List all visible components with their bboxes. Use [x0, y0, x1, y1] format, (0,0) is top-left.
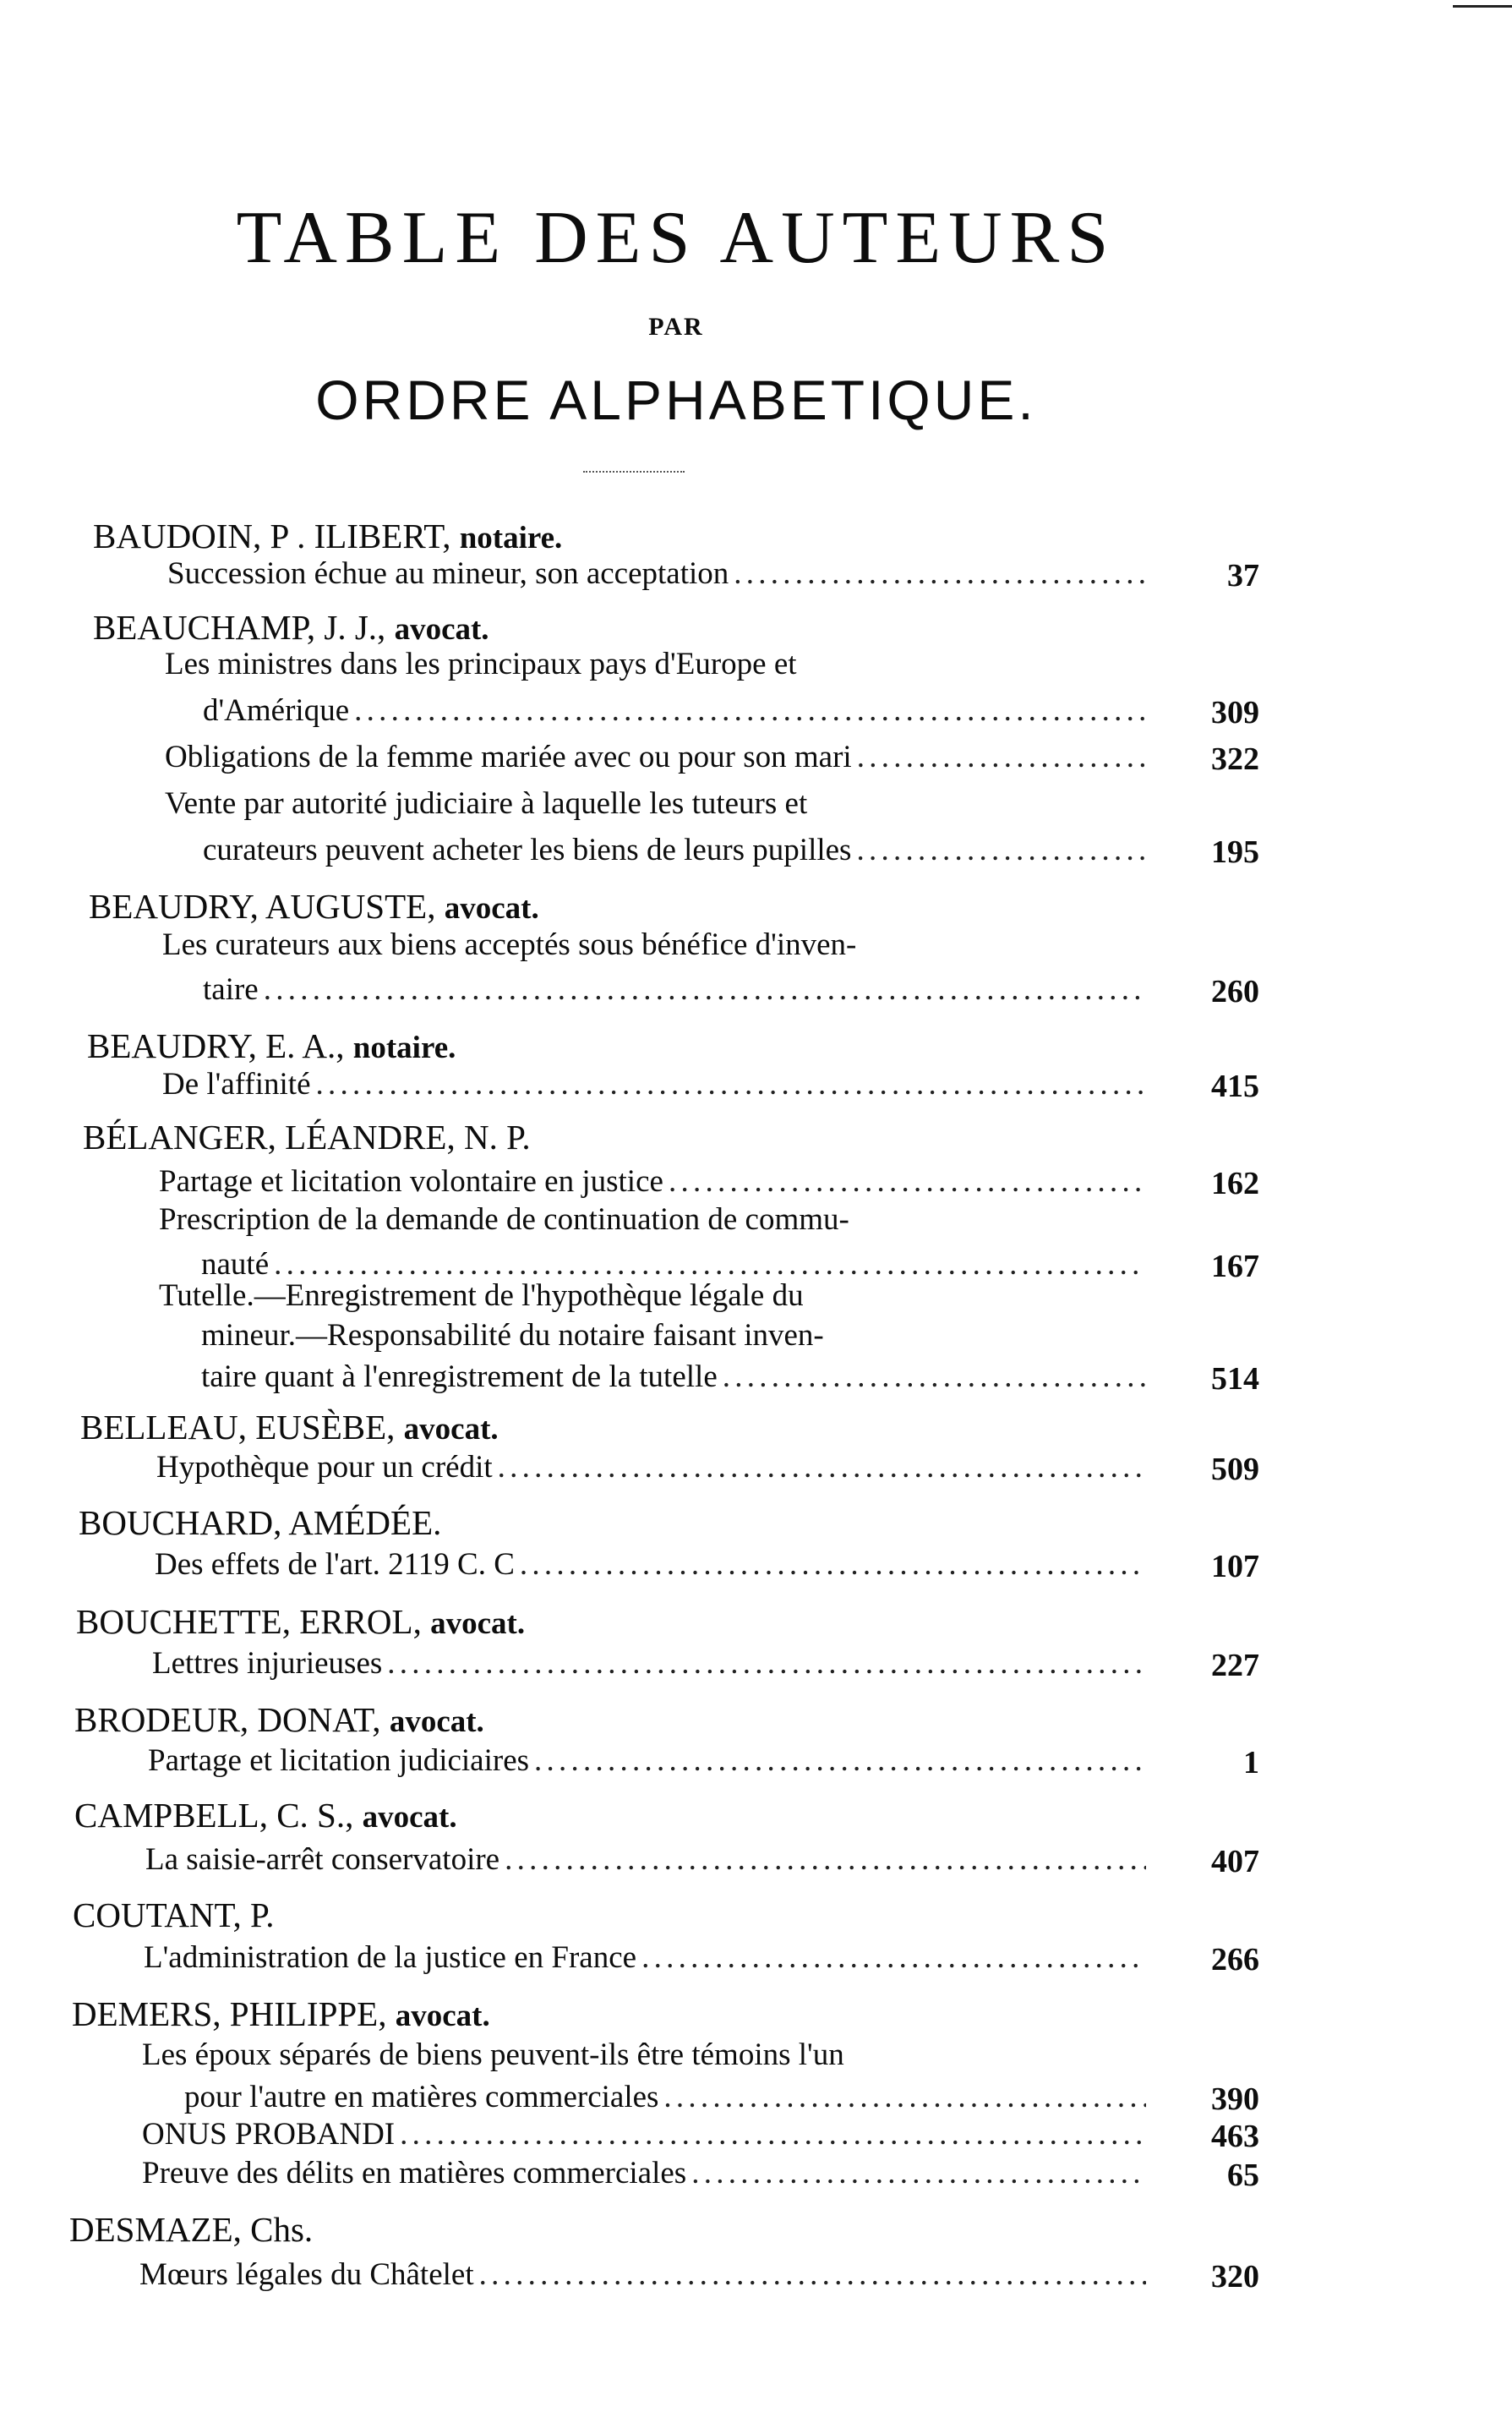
author-role: notaire. [459, 521, 563, 555]
entry-line: Vente par autorité judiciaire à laquelle les tuteurs et [165, 786, 808, 821]
dot-leader [534, 1745, 1146, 1776]
entry-line [145, 1844, 1151, 1875]
entry-title: pour l'autre en matières commerciales [184, 2080, 659, 2114]
dot-leader [857, 741, 1146, 773]
dot-leader [498, 1452, 1146, 1483]
title-divider [583, 471, 685, 473]
entry-title: Hypothèque pour un crédit [156, 1450, 493, 1485]
entry-line [139, 2259, 1151, 2290]
author-heading [73, 1895, 275, 1934]
entry-title: Partage et licitation judiciaires [148, 1743, 530, 1778]
author-heading [93, 519, 562, 554]
author-name: BOUCHETTE, ERROL, [76, 1602, 422, 1641]
author-role: avocat. [362, 1800, 457, 1835]
author-name: BRODEUR, DONAT, [74, 1700, 381, 1739]
dot-leader [264, 974, 1146, 1005]
dot-leader [663, 2081, 1146, 2113]
page-number: 320 [1211, 2259, 1259, 2294]
page-title: TABLE DES AUTEURS [236, 197, 1116, 279]
author-heading [79, 1503, 442, 1542]
author-heading [80, 1410, 499, 1445]
entry-line [201, 1361, 1151, 1392]
entry-line: Prescription de la demande de continuation de commu- [159, 1202, 849, 1237]
page-number: 322 [1211, 741, 1259, 777]
entry-title: ONUS PROBANDI [142, 2117, 396, 2152]
page-number: 227 [1211, 1648, 1259, 1683]
entry-line: Les époux séparés de biens peuvent-ils être témoins l'un [142, 2037, 844, 2072]
entry-title: L'administration de la justice en France [144, 1940, 637, 1975]
author-name: BEAUDRY, E. A., [87, 1026, 345, 1065]
entry-title: Partage et licitation volontaire en justice [159, 1164, 663, 1199]
author-heading [74, 1700, 484, 1739]
page-number: 167 [1211, 1249, 1259, 1284]
entry-line [159, 1166, 1151, 1197]
author-heading [72, 1994, 490, 2033]
dot-leader [274, 1249, 1146, 1280]
entry-line [201, 1249, 1151, 1280]
dot-leader [387, 1648, 1146, 1679]
dot-leader [641, 1942, 1146, 1973]
page-number: 162 [1211, 1166, 1259, 1201]
entry-line [142, 2158, 1151, 2189]
page-number: 514 [1211, 1361, 1259, 1397]
dot-leader [856, 834, 1146, 866]
entry-line [203, 974, 1151, 1005]
page-number: 107 [1211, 1549, 1259, 1584]
author-role: avocat. [403, 1412, 499, 1447]
author-name: BOUCHARD, AMÉDÉE. [79, 1503, 442, 1542]
author-heading [76, 1602, 526, 1641]
author-role: avocat. [430, 1606, 526, 1641]
author-name: DESMAZE, Chs. [69, 2210, 314, 2249]
dot-leader [479, 2259, 1146, 2290]
entry-title: Succession échue au mineur, son acceptation [167, 556, 729, 591]
entry-title: De l'affinité [162, 1067, 311, 1102]
page-number: 195 [1211, 834, 1259, 870]
entry-line [203, 834, 1151, 866]
entry-line [203, 695, 1151, 726]
entry-line: Tutelle.—Enregistrement de l'hypothèque légale du [159, 1278, 804, 1313]
page-number: 266 [1211, 1942, 1259, 1977]
entry-line [155, 1549, 1151, 1580]
entry-line [165, 741, 1151, 773]
author-name: BEAUDRY, AUGUSTE, [89, 887, 436, 926]
author-heading [83, 1120, 531, 1155]
entry-title: Preuve des délits en matières commerciales [142, 2156, 687, 2190]
author-heading [69, 2212, 313, 2247]
entry-line [142, 2119, 1151, 2150]
author-role: avocat. [389, 1704, 484, 1739]
dot-leader [354, 695, 1146, 726]
entry-line [152, 1648, 1151, 1679]
dot-leader [691, 2158, 1146, 2189]
dot-leader [520, 1549, 1146, 1580]
author-role: avocat. [394, 612, 489, 647]
page-number: 65 [1227, 2158, 1259, 2193]
entry-line [162, 1069, 1151, 1100]
entry-title: taire quant à l'enregistrement de la tutelle [201, 1359, 718, 1394]
entry-title: La saisie-arrêt conservatoire [145, 1842, 500, 1877]
entry-line [144, 1942, 1151, 1973]
entry-title: taire [203, 972, 259, 1007]
dot-leader [734, 558, 1146, 589]
entry-title: Lettres injurieuses [152, 1646, 383, 1681]
page-number: 415 [1211, 1069, 1259, 1104]
dot-leader [505, 1844, 1146, 1875]
page-number: 309 [1211, 695, 1259, 730]
author-name: DEMERS, PHILIPPE, [72, 1994, 387, 2033]
author-heading [87, 1026, 456, 1065]
author-role: avocat. [444, 891, 539, 926]
entry-title: Obligations de la femme mariée avec ou pour son mari [165, 740, 852, 774]
author-role: avocat. [395, 1999, 490, 2033]
entry-title: nauté [201, 1247, 270, 1282]
author-name: BEAUCHAMP, J. J., [93, 608, 386, 647]
page-number: 37 [1227, 558, 1259, 593]
author-name: BAUDOIN, P . ILIBERT, [93, 517, 451, 555]
entry-title: Des effets de l'art. 2119 C. C [155, 1547, 515, 1582]
page-number: 463 [1211, 2119, 1259, 2154]
author-name: COUTANT, P. [73, 1895, 275, 1934]
author-name: BÉLANGER, LÉANDRE, N. P. [83, 1118, 531, 1157]
entry-line [184, 2081, 1151, 2113]
entry-line [167, 558, 1151, 589]
author-heading [93, 610, 489, 645]
page-number: 390 [1211, 2081, 1259, 2117]
page-edge-mark [1453, 5, 1512, 8]
dot-leader [723, 1361, 1146, 1392]
author-name: CAMPBELL, C. S., [74, 1796, 354, 1835]
entry-title: curateurs peuvent acheter les biens de leurs pupilles [203, 833, 852, 867]
dot-leader [669, 1166, 1146, 1197]
page-number: 1 [1243, 1745, 1259, 1780]
entry-line: mineur.—Responsabilité du notaire faisant inven- [201, 1318, 824, 1353]
entry-line [156, 1452, 1151, 1483]
dot-leader [316, 1069, 1147, 1100]
dot-leader [400, 2119, 1146, 2150]
page-subtitle: ORDRE ALPHABETIQUE. [315, 369, 1037, 431]
author-heading [89, 889, 539, 924]
entry-line [148, 1745, 1151, 1776]
page-number: 509 [1211, 1452, 1259, 1487]
title-connector: PAR [648, 313, 704, 341]
page-number: 260 [1211, 974, 1259, 1009]
entry-title: d'Amérique [203, 693, 350, 728]
author-name: BELLEAU, EUSÈBE, [80, 1408, 396, 1447]
page-number: 407 [1211, 1844, 1259, 1879]
author-heading [74, 1798, 457, 1833]
author-role: notaire. [352, 1031, 456, 1065]
entry-line: Les curateurs aux biens acceptés sous bénéfice d'inven- [162, 927, 857, 962]
entry-line: Les ministres dans les principaux pays d'Europe et [165, 647, 797, 681]
entry-title: Mœurs légales du Châtelet [139, 2257, 474, 2292]
